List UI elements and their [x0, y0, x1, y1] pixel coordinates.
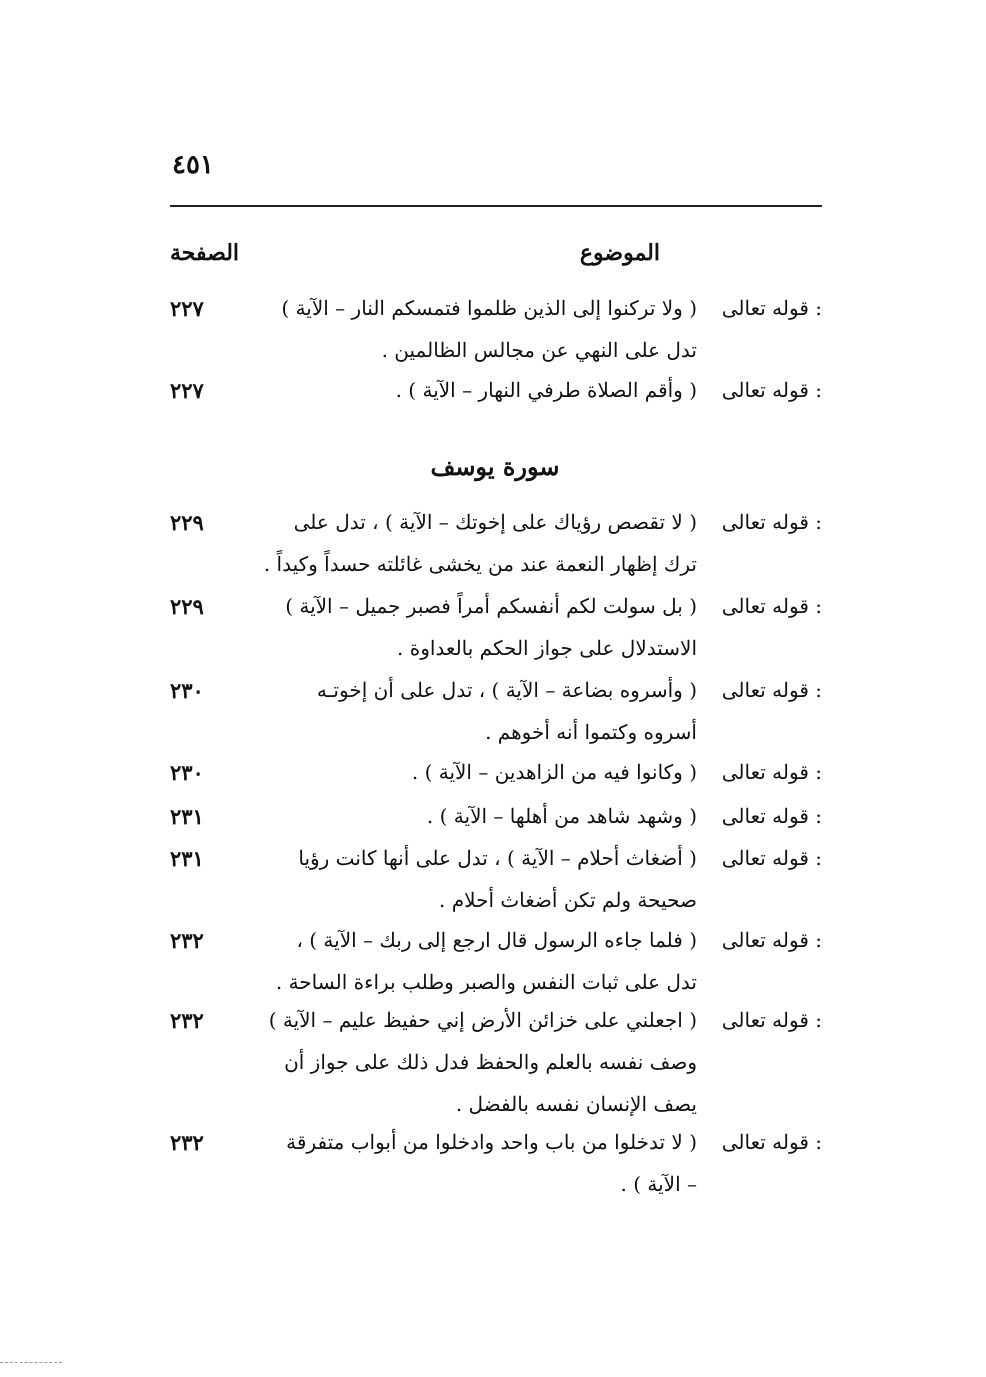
entry-text: تدل على النهي عن مجالس الظالمين . [381, 338, 697, 362]
entry-text: صحيحة ولم تكن أضغاث أحلام . [439, 888, 697, 912]
entry-page-number: ٢٣٢ [170, 1130, 204, 1155]
entry-page-number: ٢٢٩ [170, 510, 204, 535]
entry-text: ( بل سولت لكم أنفسكم أمراً فصبر جميل – الآية ) [285, 594, 697, 618]
index-entry [170, 674, 822, 758]
index-entry [170, 506, 822, 590]
entry-prefix: قوله تعالى : [721, 1008, 822, 1032]
entry-prefix: قوله تعالى : [721, 760, 822, 784]
page-number: ٤٥١ [172, 150, 214, 180]
entry-page-number: ٢٣٢ [170, 928, 204, 953]
entry-page-number: ٢٣٢ [170, 1008, 204, 1033]
entry-text: ( وأقم الصلاة طرفي النهار – الآية ) . [395, 378, 697, 402]
page-column-header: الصفحة [170, 240, 240, 266]
topic-column-header: الموضوع [579, 240, 660, 266]
entry-page-number: ٢٣١ [170, 804, 204, 829]
entry-text: ( اجعلني على خزائن الأرض إني حفيظ عليم – الآية ) [268, 1008, 697, 1032]
entry-prefix: قوله تعالى : [721, 296, 822, 320]
entry-page-number: ٢٣٠ [170, 760, 204, 785]
entry-prefix: قوله تعالى : [721, 804, 822, 828]
entry-text: ( فلما جاءه الرسول قال ارجع إلى ربك – الآية ) ، [296, 928, 697, 952]
entry-text: وصف نفسه بالعلم والحفظ فدل ذلك على جواز أن [284, 1050, 697, 1074]
entry-text: ( وشهد شاهد من أهلها – الآية ) . [426, 804, 697, 828]
index-entry [170, 590, 822, 674]
entry-prefix: قوله تعالى : [721, 510, 822, 534]
entry-text: يصف الإنسان نفسه بالفضل . [455, 1092, 697, 1116]
entry-prefix: قوله تعالى : [721, 846, 822, 870]
entry-page-number: ٢٢٩ [170, 594, 204, 619]
entry-prefix: قوله تعالى : [721, 594, 822, 618]
entry-page-number: ٢٣١ [170, 846, 204, 871]
entry-text: ترك إظهار النعمة عند من يخشى غائلته حسداً وكيداً . [263, 552, 697, 576]
entry-prefix: قوله تعالى : [721, 678, 822, 702]
entry-text: – الآية ) . [620, 1172, 697, 1196]
surah-title: سورة يوسف [430, 452, 560, 481]
index-entry [170, 756, 822, 798]
index-entry [170, 924, 822, 1008]
entry-prefix: قوله تعالى : [721, 378, 822, 402]
entry-text: ( وكانوا فيه من الزاهدين – الآية ) . [411, 760, 697, 784]
entry-text: ( وأسروه بضاعة – الآية ) ، تدل على أن إخوتـه [316, 678, 697, 702]
entry-text: ( لا تقصص رؤياك على إخوتك – الآية ) ، تدل على [293, 510, 697, 534]
entry-page-number: ٢٢٧ [170, 378, 204, 403]
index-entry [170, 1126, 822, 1210]
entry-text: أسروه وكتموا أنه أخوهم . [485, 720, 697, 744]
header-rule [170, 205, 822, 207]
entry-page-number: ٢٢٧ [170, 296, 204, 321]
entry-text: ( لا تدخلوا من باب واحد وادخلوا من أبواب متفرقة [286, 1130, 697, 1154]
entry-page-number: ٢٣٠ [170, 678, 204, 703]
index-entry [170, 842, 822, 926]
index-entry [170, 374, 822, 416]
index-entry [170, 292, 822, 376]
scan-edge-mark [0, 1362, 62, 1363]
entry-text: تدل على ثبات النفس والصبر وطلب براءة الساحة . [275, 970, 697, 994]
entry-text: ( أضغاث أحلام – الآية ) ، تدل على أنها كانت رؤيا [298, 846, 697, 870]
index-entry [170, 1004, 822, 1130]
entry-prefix: قوله تعالى : [721, 928, 822, 952]
index-entry [170, 800, 822, 842]
entry-prefix: قوله تعالى : [721, 1130, 822, 1154]
entry-text: الاستدلال على جواز الحكم بالعداوة . [397, 636, 697, 660]
entry-text: ( ولا تركنوا إلى الذين ظلموا فتمسكم النار – الآية ) [281, 296, 697, 320]
